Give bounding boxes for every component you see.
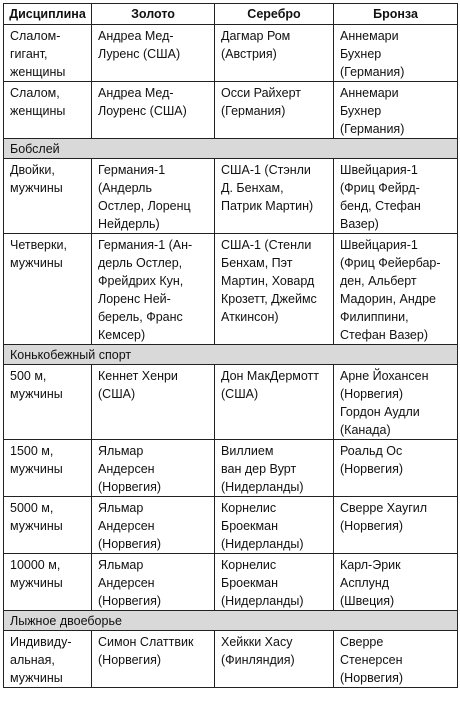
bronze-cell: Арне Йохансен (Норвегия) Гордон Аудли (Канада) — [334, 365, 458, 440]
bronze-cell: Сверре Хаугил (Норвегия) — [334, 497, 458, 554]
header-silver: Серебро — [215, 4, 334, 25]
event-cell: Слалом, женщины — [4, 82, 92, 139]
section-title: Бобслей — [4, 139, 458, 159]
bronze-cell: Аннемари Бухнер (Германия) — [334, 82, 458, 139]
gold-cell: Андреа Мед- Лоуренс (США) — [92, 82, 215, 139]
table-row — [4, 497, 458, 554]
event-cell: Четверки, мужчины — [4, 234, 92, 345]
table-row — [4, 440, 458, 497]
table-row — [4, 631, 458, 688]
table-row — [4, 365, 458, 440]
event-cell: Двойки, мужчины — [4, 159, 92, 234]
bronze-cell: Аннемари Бухнер (Германия) — [334, 25, 458, 82]
section-header-row — [4, 611, 458, 631]
gold-cell: Симон Слаттвик (Норвегия) — [92, 631, 215, 688]
gold-cell: Яльмар Андерсен (Норвегия) — [92, 554, 215, 611]
silver-cell: США-1 (Стэнли Д. Бенхам, Патрик Мартин) — [215, 159, 334, 234]
header-bronze: Бронза — [334, 4, 458, 25]
gold-cell: Кеннет Хенри (США) — [92, 365, 215, 440]
silver-cell: Виллием ван дер Вурт (Нидерланды) — [215, 440, 334, 497]
silver-cell: Осси Райхерт (Германия) — [215, 82, 334, 139]
bronze-cell: Швейцария-1 (Фриц Фейрд- бенд, Стефан Вазер) — [334, 159, 458, 234]
header-discipline: Дисциплина — [4, 4, 92, 25]
table-row — [4, 234, 458, 345]
gold-cell: Яльмар Андерсен (Норвегия) — [92, 497, 215, 554]
bronze-cell: Швейцария-1 (Фриц Фейербар- ден, Альберт Мадорин, Андре Филиппини, Стефан Вазер) — [334, 234, 458, 345]
table-row — [4, 25, 458, 82]
section-title: Конькобежный спорт — [4, 345, 458, 365]
section-header-row — [4, 139, 458, 159]
silver-cell: США-1 (Стенли Бенхам, Пэт Мартин, Ховард Крозетт, Джеймс Аткинсон) — [215, 234, 334, 345]
silver-cell: Хейкки Хасу (Финляндия) — [215, 631, 334, 688]
event-cell: 1500 м, мужчины — [4, 440, 92, 497]
gold-cell: Германия-1 (Ан- дерль Остлер, Фрейдрих Кун, Лоренс Ней- берель, Франс Кемсер) — [92, 234, 215, 345]
bronze-cell: Карл-Эрик Асплунд (Швеция) — [334, 554, 458, 611]
silver-cell: Корнелис Броекман (Нидерланды) — [215, 554, 334, 611]
table-row — [4, 554, 458, 611]
section-title: Лыжное двоеборье — [4, 611, 458, 631]
section-header-row — [4, 345, 458, 365]
silver-cell: Корнелис Броекман (Нидерланды) — [215, 497, 334, 554]
event-cell: 500 м, мужчины — [4, 365, 92, 440]
gold-cell: Андреа Мед- Луренс (США) — [92, 25, 215, 82]
table-row — [4, 159, 458, 234]
bronze-cell: Сверре Стенерсен (Норвегия) — [334, 631, 458, 688]
header-row — [4, 4, 458, 25]
medal-table — [3, 3, 458, 688]
event-cell: Индивиду- альная, мужчины — [4, 631, 92, 688]
event-cell: 5000 м, мужчины — [4, 497, 92, 554]
gold-cell: Яльмар Андерсен (Норвегия) — [92, 440, 215, 497]
silver-cell: Дон МакДермотт (США) — [215, 365, 334, 440]
event-cell: Слалом- гигант, женщины — [4, 25, 92, 82]
table-row — [4, 82, 458, 139]
header-gold: Золото — [92, 4, 215, 25]
event-cell: 10000 м, мужчины — [4, 554, 92, 611]
silver-cell: Дагмар Ром (Австрия) — [215, 25, 334, 82]
gold-cell: Германия-1 (Андерль Остлер, Лоренц Нейдерль) — [92, 159, 215, 234]
bronze-cell: Роальд Ос (Норвегия) — [334, 440, 458, 497]
